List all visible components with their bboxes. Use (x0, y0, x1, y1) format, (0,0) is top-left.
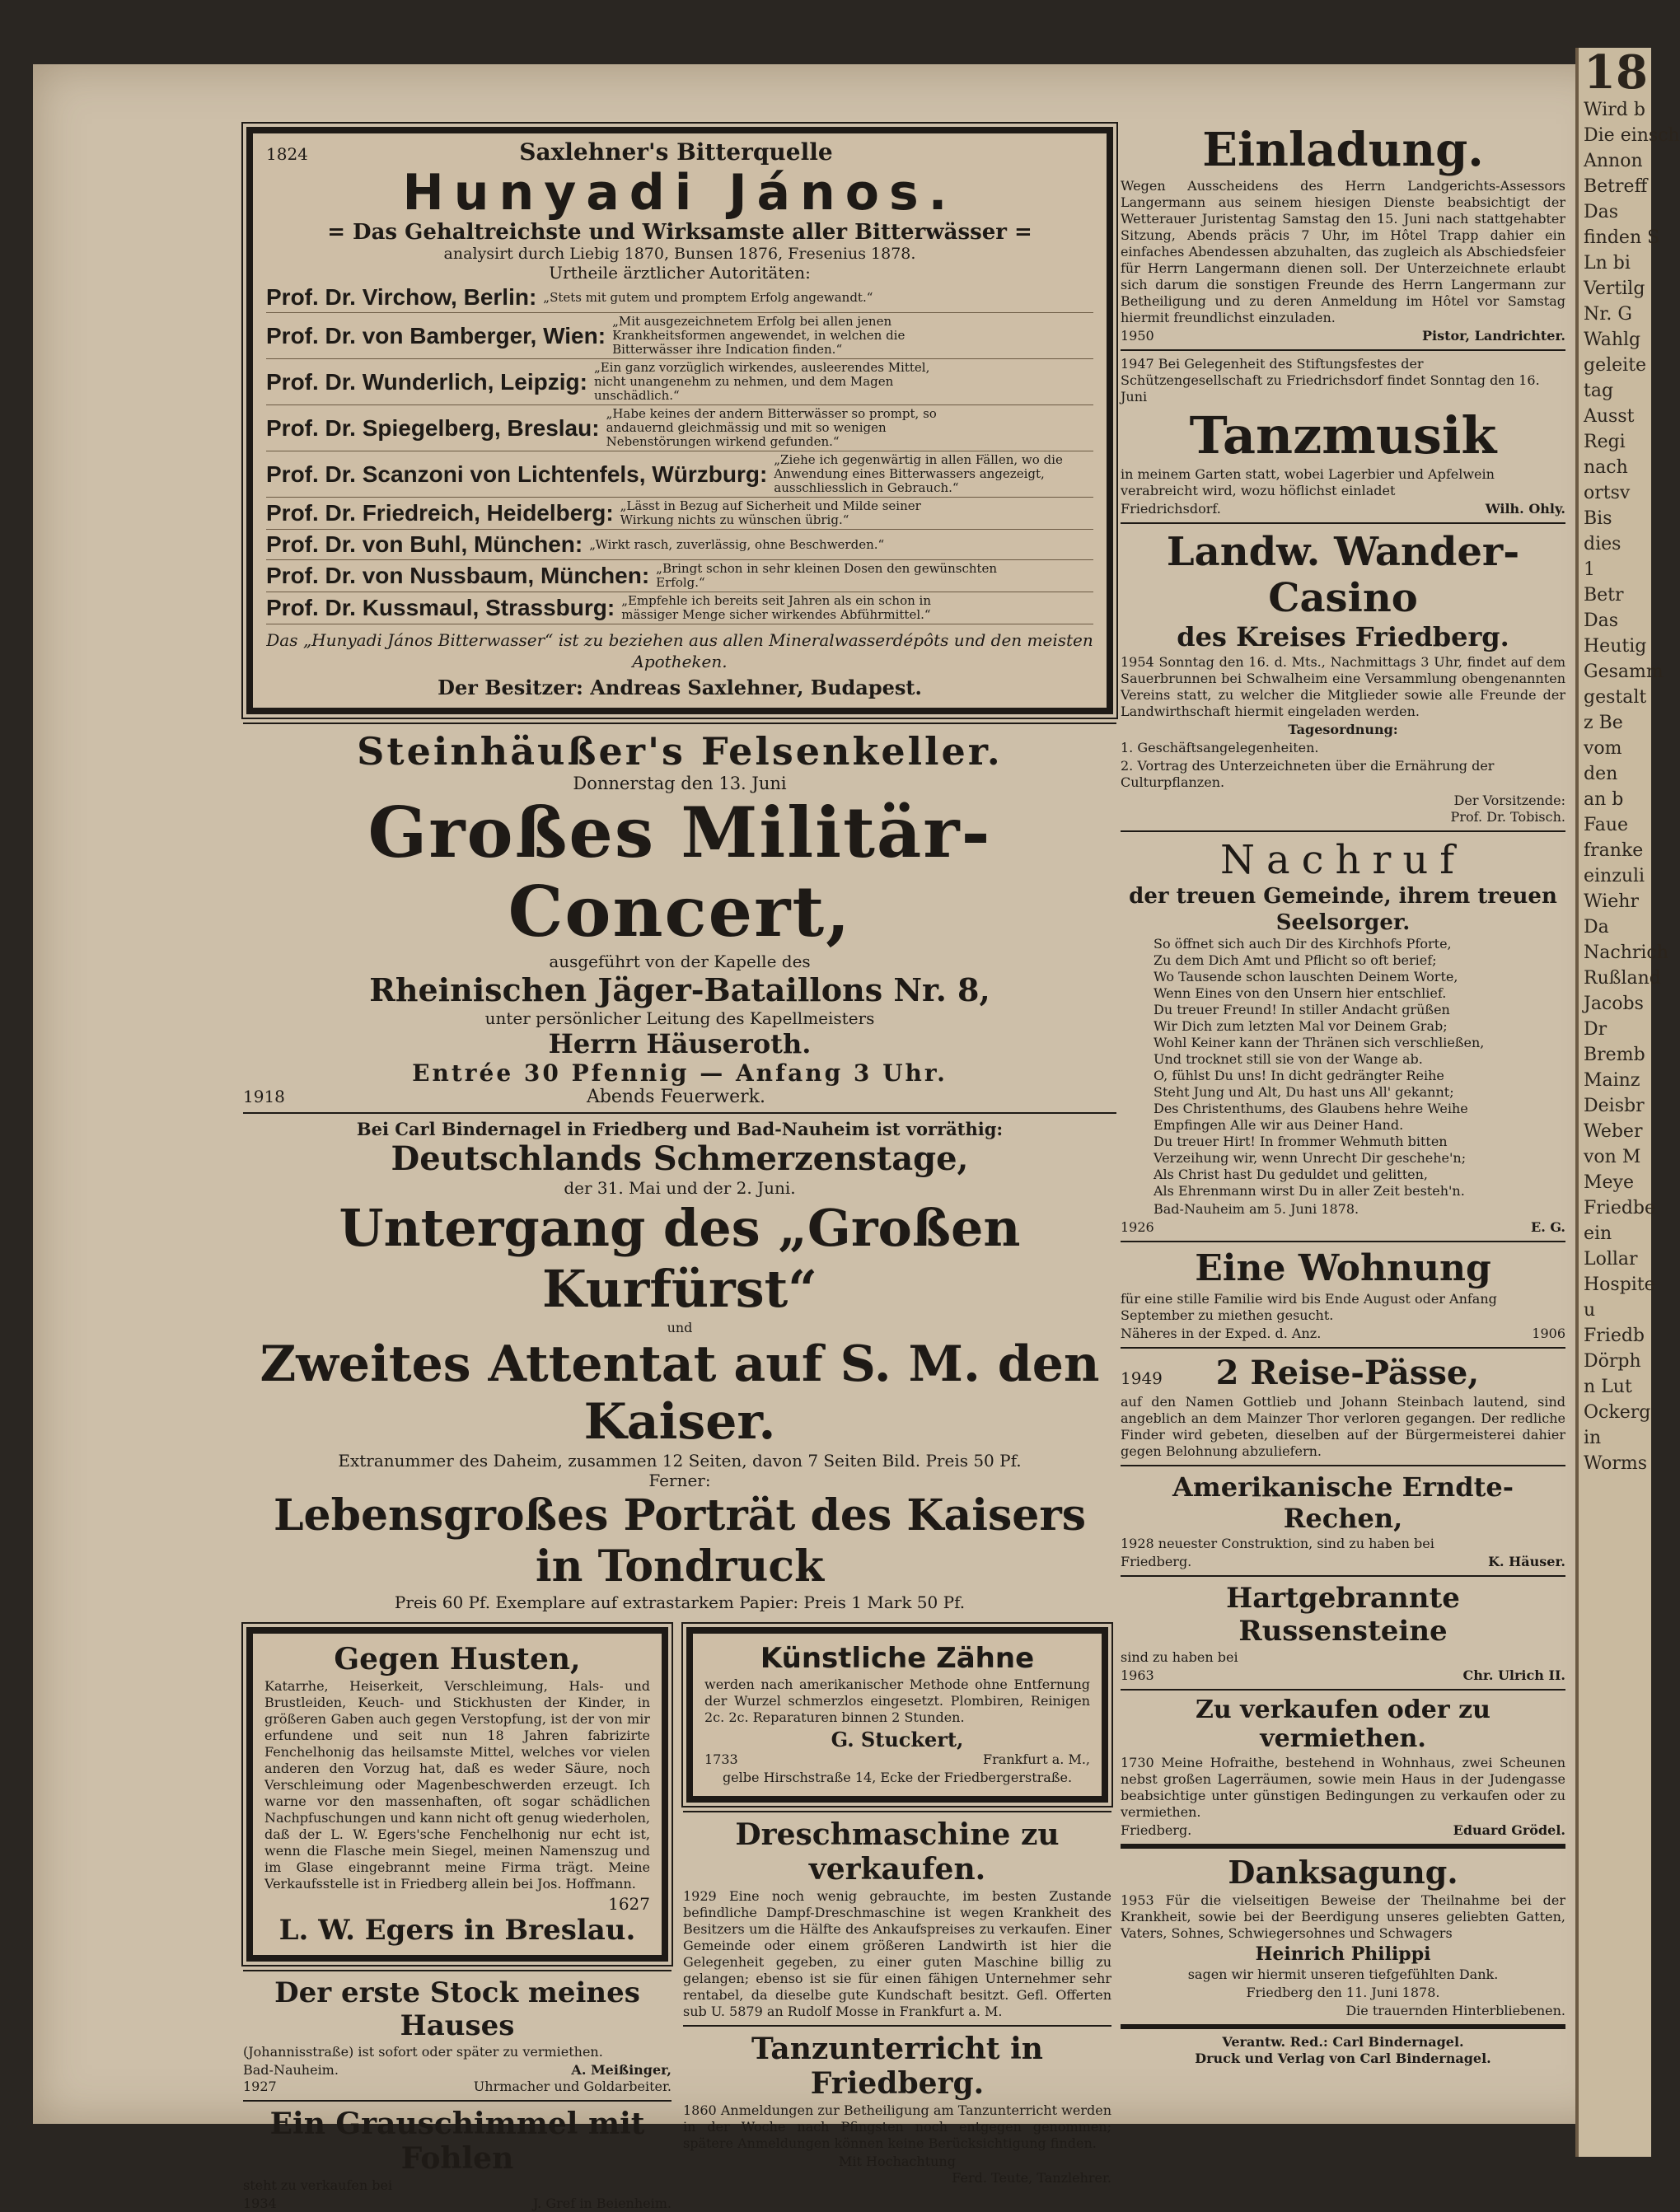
concert-line1: ausgeführt von der Kapelle des (549, 952, 811, 971)
facing-page-fragment: 1 (1584, 559, 1595, 580)
professor-row (266, 530, 1093, 560)
facing-page-fragment: gestalt (1584, 687, 1647, 708)
facing-page-fragment: franke (1584, 840, 1644, 861)
nachruf-signature: E. G. (1531, 1219, 1565, 1235)
facing-page-fragment: Ockerg (1584, 1402, 1651, 1423)
schimmel-number: 1934 (243, 2196, 277, 2211)
facing-page-fragment: Das (1584, 610, 1619, 631)
facing-page-fragment: Da (1584, 917, 1609, 938)
dresch-advert (683, 1817, 1111, 2020)
professor-quote: „Ein ganz vorzüglich wirkendes, ausleerendes Mittel, nicht unangenehm zu nehmen, und dem Magen unschädlich.“ (593, 360, 930, 403)
professor-name: Prof. Dr. Wunderlich, Leipzig: (266, 368, 587, 395)
wohnung-title: Eine Wohnung (1195, 1247, 1491, 1289)
professor-name: Prof. Dr. von Bamberger, Wien: (266, 322, 606, 348)
left-subcolumn (243, 1620, 672, 2212)
professor-quote: „Lässt in Bezug auf Sicherheit und Milde seiner Wirkung nichts zu wünschen übrig.“ (620, 498, 921, 527)
paesse-number: 1949 (1121, 1368, 1163, 1388)
concert-date: Donnerstag den 13. Juni (573, 774, 787, 793)
professor-row (266, 359, 1093, 405)
tanzunterricht-title: Tanzunterricht in Friedberg. (751, 2032, 1043, 2101)
schimmel-advert (243, 2107, 672, 2212)
tanzmusik-place: Friedrichsdorf. (1121, 501, 1221, 517)
facing-page-fragment: ein (1584, 1223, 1612, 1244)
poem-line: Und trocknet still sie von der Wange ab. (1154, 1051, 1423, 1067)
rechen-advert (1121, 1471, 1565, 1570)
book-extra: Extranummer des Daheim, zusammen 12 Seiten, davon 7 Seiten Bild. Preis 50 Pf. (338, 1451, 1022, 1471)
professor-name: Prof. Dr. von Buhl, München: (266, 531, 583, 557)
professor-name: Prof. Dr. Friedreich, Heidelberg: (266, 500, 614, 526)
russen-title: Hartgebrannte Russensteine (1226, 1582, 1460, 1648)
book-title-4: Lebensgroßes Porträt des Kaisers in Tondruck (273, 1490, 1087, 1592)
russen-advert (1121, 1582, 1565, 1684)
professor-quote: „Bringt schon in sehr kleinen Dosen den gewünschten Erfolg.“ (656, 561, 998, 590)
dank-advert (1121, 1854, 1565, 2019)
professor-name: Prof. Dr. Spiegelberg, Breslau: (266, 414, 600, 441)
schimmel-body: steht zu verkaufen bei (243, 2177, 393, 2193)
dank-body: 1953 Für die vielseitigen Beweise der Theilnahme bei der Krankheit, sowie bei der Beerdigung unseres geliebten Gatten, Vaters, Sohnes, Schwiegersohnes und Schwagers (1121, 1892, 1565, 1941)
facing-page-fragment: Ln bi (1584, 253, 1631, 274)
facing-page-fragment: nach (1584, 457, 1628, 478)
poem-line: Wohl Keiner kann der Thränen sich verschließen, (1154, 1035, 1485, 1050)
einladung-advert (1121, 124, 1565, 344)
dresch-body: 1929 Eine noch wenig gebrauchte, im besten Zustande befindliche Dampf-Dreschmaschine ist wegen Krankheit des Besitzers um die Hälfte des Ankaufspreises zu verkaufen. Einer Gemeinde oder einem größeren Landwirth ist hier die Gelegenheit gegeben, zu einer guten Maschine billig zu gelangen; ebenso ist sie für einen fähigen Unternehmer sehr rentabel, da dieselbe gute Kundschaft besitzt. Gefl. Offerten sub U. 5879 an Rudolf Mosse in Frankfurt a. M. (683, 1888, 1111, 2019)
professor-row (266, 498, 1093, 530)
wohnung-ref: Näheres in der Exped. d. Anz. (1121, 1326, 1322, 1341)
professor-row (266, 451, 1093, 498)
facing-page-fragment: Bremb (1584, 1045, 1645, 1065)
facing-page-fragment: Worms (1584, 1453, 1648, 1474)
book-advert (243, 1119, 1116, 1612)
professor-name: Prof. Dr. Kussmaul, Strassburg: (266, 595, 615, 620)
book-title-3: Zweites Attentat auf S. M. den Kaiser. (260, 1335, 1100, 1451)
professor-quote: „Habe keines der andern Bitterwässer so prompt, so andauernd gleichmässig und mit so wenigen Nebenstörungen wirkend gefunden.“ (606, 406, 937, 449)
facing-page-fragment: Ausst (1584, 406, 1635, 427)
facing-page-fragment: Weber (1584, 1121, 1643, 1142)
hunyadi-title: Hunyadi János. (402, 164, 957, 222)
owner-line: Der Besitzer: Andreas Saxlehner, Budapest. (438, 676, 922, 699)
poem-line: Verzeihung wir, wenn Unrecht Dir geschehe'n; (1154, 1150, 1467, 1166)
poem-line: Steht Jung und Alt, Du hast uns All' gekannt; (1154, 1084, 1454, 1100)
husten-signature: L. W. Egers in Breslau. (278, 1914, 636, 1947)
facing-page-fragment: Das (1584, 202, 1619, 222)
professor-row (266, 283, 1093, 313)
professor-name: Prof. Dr. Scanzoni von Lichtenfels, Würzburg: (266, 461, 768, 487)
subhead: Urtheile ärztlicher Autoritäten: (549, 263, 811, 283)
casino-subtitle: des Kreises Friedberg. (1177, 621, 1509, 652)
facing-page-fragment: Mainz (1584, 1070, 1640, 1091)
book-intro: Bei Carl Bindernagel in Friedberg und Bad-Nauheim ist vorräthig: (356, 1119, 1004, 1139)
availability-note: Das „Hunyadi János Bitterwasser“ ist zu beziehen aus allen Mineralwasserdépôts und den meisten Apotheken. (266, 630, 1093, 671)
dank-deceased: Heinrich Philippi (1255, 1943, 1431, 1965)
facing-page-fragment: 18 (1584, 45, 1648, 100)
wohnung-advert (1121, 1247, 1565, 1342)
dank-signature: Die trauernden Hinterbliebenen. (1345, 2003, 1565, 2018)
zaehne-body: werden nach amerikanischer Methode ohne Entfernung der Wurzel schmerzlos eingesetzt. Plombiren, Reinigen 2c. 2c. Reparaturen binnen 2 Stunden. (704, 1677, 1090, 1725)
rechen-body: 1928 neuester Construktion, sind zu haben bei (1121, 1536, 1434, 1551)
stock-name: A. Meißinger, (571, 2062, 672, 2078)
einladung-number: 1950 (1121, 328, 1154, 344)
hofraithe-name: Eduard Grödel. (1453, 1822, 1565, 1838)
poem-line: Als Christ hast Du geduldet und gelitten, (1154, 1167, 1428, 1182)
schimmel-name: J. Gref in Beienheim. (532, 2196, 672, 2211)
facing-page-fragment: Gesamm (1584, 662, 1664, 682)
facing-page-fragment: Nr. G (1584, 304, 1632, 325)
zaehne-address: gelbe Hirschstraße 14, Ecke der Friedbergerstraße. (722, 1770, 1073, 1785)
paesse-title: 2 Reise-Pässe, (1215, 1354, 1480, 1392)
facing-page-fragment: finden S (1584, 227, 1660, 248)
tanzmusik-title: Tanzmusik (1189, 405, 1497, 465)
professor-row (266, 592, 1093, 624)
facing-page-fragment: ortsv (1584, 483, 1631, 503)
casino-advert (1121, 529, 1565, 825)
tanzmusik-intro: 1947 Bei Gelegenheit des Stiftungsfestes der Schützengesellschaft zu Friedrichsdorf findet Sonntag den 16. Juni (1121, 356, 1540, 405)
nachruf-place: Bad-Nauheim am 5. Juni 1878. (1154, 1201, 1359, 1217)
poem-line: Als Ehrenmann wirst Du in aller Zeit besteh'n. (1154, 1183, 1465, 1199)
book-title-1-sub: der 31. Mai und der 2. Juni. (564, 1178, 796, 1198)
rechen-title: Amerikanische Erndte-Rechen, (1172, 1471, 1514, 1534)
tanzunterricht-closing: Mit Hochachtung (839, 2154, 956, 2169)
casino-agenda-2: 2. Vortrag des Unterzeichneten über die Ernährung der Culturpflanzen. (1121, 758, 1495, 790)
tanzunterricht-name: Ferd. Teute, Tanzlehrer. (952, 2170, 1111, 2186)
facing-page-fragment: Nachrich (1584, 942, 1668, 963)
stock-place: Bad-Nauheim. (243, 2062, 339, 2078)
professor-row (266, 405, 1093, 451)
facing-page-fragment: Friedbe (1584, 1198, 1656, 1218)
stock-advert (243, 1976, 672, 2095)
right-subcolumn (683, 1620, 1111, 2212)
facing-page-fragment: Dörph (1584, 1351, 1641, 1372)
concert-number: 1918 (243, 1087, 285, 1106)
facing-page-fragment: Lollar (1584, 1249, 1638, 1270)
zaehne-name: G. Stuckert, (831, 1728, 964, 1751)
concert-conductor: Herrn Häuseroth. (548, 1028, 812, 1059)
poem-line: Empfingen Alle wir aus Deiner Hand. (1154, 1117, 1404, 1133)
paesse-body: auf den Namen Gottlieb und Johann Steinbach lautend, sind angeblich an dem Mainzer Thor verloren gegangen. Der redliche Finder wird gebeten, dieselben auf der Bürgermeisterei dahier gegen Belohnung abzuliefern. (1121, 1394, 1565, 1459)
concert-title: Großes Militär-Concert, (367, 792, 992, 952)
facing-page-fragment: z Be (1584, 713, 1623, 733)
hofraithe-body: 1730 Meine Hofraithe, bestehend in Wohnhaus, zwei Scheunen nebst großen Lagerräumen, sowie mein Haus in der Judengasse beabsichtige unter günstigen Bedingungen zu verkaufen oder zu vermiethen. (1121, 1755, 1565, 1820)
poem-line: Wo Tausende schon lauschten Deinem Worte, (1154, 969, 1458, 984)
husten-advert (246, 1627, 668, 1962)
hofraithe-title: Zu verkaufen oder zu vermiethen. (1196, 1695, 1490, 1753)
stock-number: 1927 (243, 2079, 277, 2094)
professor-quote: „Mit ausgezeichnetem Erfolg bei allen jenen Krankheitsformen angewendet, in welchen die Bitterwässer ihre Indication finden.“ (612, 314, 906, 357)
husten-body: Katarrhe, Heiserkeit, Verschleimung, Hals- und Brustleiden, Keuch- und Stickhusten der Kinder, in größeren Gaben auch gegen Verstopfung, ist der von mir erfundene und seit nun 18 Jahren fabrizirte Fenchelhonig das heilsamste Mittel, welches vor vielen anderen den Vorzug hat, daß es weder Säure, noch Verschleimung oder Magenbeschwerden erzeugt. Ich warne vor den massenhaften, oft sogar schädlichen Nachpfuschungen und kann nicht oft genug wiederholen, daß der L. W. Egers'sche Fenchelhonig nur echt ist, wenn die Flasche mein Siegel, meinen Namenszug und im Glase eingebrannt meine Firma trägt. Meine Verkaufsstelle ist in Friedberg allein bei Jos. Hoffmann. (264, 1678, 650, 1892)
poem-line: Wenn Eines von den Unsern hier entschlief. (1154, 985, 1447, 1001)
facing-page-fragment: Die einsch (1584, 125, 1680, 146)
poem-line: Zu dem Dich Amt und Pflicht so oft berief; (1154, 952, 1437, 968)
right-column (1121, 124, 1565, 2067)
dank-thanks: sagen wir hiermit unseren tiefgefühlten Dank. (1187, 1966, 1499, 1982)
wohnung-number: 1906 (1532, 1326, 1565, 1341)
wohnung-body: für eine stille Familie wird bis Ende August oder Anfang September zu miethen gesucht. (1121, 1291, 1497, 1323)
russen-body: sind zu haben bei (1121, 1649, 1238, 1665)
tanzunterricht-advert (683, 2032, 1111, 2186)
imprint-publisher: Druck und Verlag von Carl Bindernagel. (1195, 2051, 1491, 2066)
casino-title: Landw. Wander-Casino (1166, 529, 1520, 621)
concert-venue: Steinhäußer's Felsenkeller. (357, 729, 1003, 774)
facing-page-fragment: Betr (1584, 585, 1624, 606)
rechen-name: K. Häuser. (1488, 1554, 1565, 1569)
poem-line: So öffnet sich auch Dir des Kirchhofs Pforte, (1154, 936, 1452, 952)
casino-chair: Der Vorsitzende: (1453, 793, 1565, 808)
casino-agenda-title: Tagesordnung: (1288, 722, 1398, 737)
facing-page-fragment: Vertilg (1584, 278, 1645, 299)
poem-line: Du treuer Hirt! In frommer Wehmuth bitten (1154, 1134, 1448, 1149)
professor-list (266, 283, 1093, 624)
facing-page-fragment: in (1584, 1428, 1602, 1448)
poem-line: Du treuer Freund! In stiller Andacht grüßen (1154, 1002, 1450, 1017)
concert-advert (243, 729, 1116, 1107)
facing-page-fragment: Wahlg (1584, 330, 1641, 350)
professor-name: Prof. Dr. von Nussbaum, München: (266, 563, 650, 588)
facing-page-fragment: geleite (1584, 355, 1647, 376)
facing-page-fragment: u (1584, 1300, 1596, 1321)
casino-name: Prof. Dr. Tobisch. (1450, 809, 1565, 825)
paesse-advert (1121, 1354, 1565, 1460)
imprint-editor: Verantw. Red.: Carl Bindernagel. (1222, 2034, 1464, 2050)
zaehne-advert (686, 1627, 1108, 1803)
facing-page-fragment: Jacobs (1584, 994, 1644, 1014)
book-ferner: Ferner: (648, 1471, 711, 1490)
dank-date: Friedberg den 11. Juni 1878. (1246, 1985, 1440, 2000)
hunyadi-advert (246, 127, 1113, 714)
einladung-signature: Pistor, Landrichter. (1421, 328, 1565, 344)
facing-page-fragment: Meye (1584, 1172, 1634, 1193)
facing-page-fragment: von M (1584, 1147, 1641, 1167)
facing-page-fragment: Faue (1584, 815, 1629, 835)
einladung-title: Einladung. (1202, 123, 1484, 177)
facing-page-fragment: Bis (1584, 508, 1612, 529)
facing-page-fragment: Betreff (1584, 176, 1648, 197)
facing-page-fragment: einzuli (1584, 866, 1645, 886)
professor-quote: „Empfehle ich bereits seit Jahren als ein schon in mässiger Menge sicher wirkendes Abführmittel.“ (621, 593, 931, 622)
facing-page-fragment: n Lut (1584, 1377, 1632, 1397)
schimmel-title: Ein Grauschimmel mit Fohlen (269, 2107, 645, 2176)
tanzmusik-body: in meinem Garten statt, wobei Lagerbier und Apfelwein verabreicht wird, wozu höflichst einladet (1121, 466, 1495, 498)
zaehne-title: Künstliche Zähne (760, 1642, 1035, 1675)
concert-band: Rheinischen Jäger-Bataillons Nr. 8, (369, 971, 990, 1008)
hofraithe-place: Friedberg. (1121, 1822, 1192, 1838)
stock-title: Der erste Stock meines Hauses (274, 1976, 640, 2042)
stock-body: (Johannisstraße) ist sofort oder später zu vermiethen. (243, 2044, 603, 2060)
zaehne-number: 1733 (704, 1751, 738, 1767)
poem-line: Des Christenthums, des Glaubens hehre Weihe (1154, 1101, 1468, 1116)
facing-page-fragment: Rußland (1584, 968, 1661, 989)
facing-page-fragment: Hospite (1584, 1274, 1655, 1295)
tanzunterricht-body: 1860 Anmeldungen zur Betheiligung am Tanzunterricht werden in der Woche nach Pfingsten noch entgegen genommen; spätere Anmeldungen können keine Berücksichtigung finden. (683, 2102, 1111, 2151)
poem-line: O, fühlst Du uns! In dicht gedrängter Reihe (1154, 1068, 1444, 1083)
facing-page-fragment: tag (1584, 381, 1614, 401)
nachruf-subtitle: der treuen Gemeinde, ihrem treuen Seelsorger. (1129, 884, 1557, 935)
russen-number: 1963 (1121, 1667, 1154, 1683)
husten-number: 1627 (608, 1894, 650, 1914)
book-and: und (667, 1320, 693, 1335)
tagline: = Das Gehaltreichste und Wirksamste aller Bitterwässer = (327, 220, 1032, 245)
husten-title: Gegen Husten, (334, 1642, 581, 1677)
tanzmusik-advert (1121, 356, 1565, 517)
professor-row (266, 560, 1093, 592)
casino-body: 1954 Sonntag den 16. d. Mts., Nachmittags 3 Uhr, findet auf dem Sauerbrunnen bei Schwalheim eine Versammlung obengenannten Vereins statt, zu welcher die Mitglieder sowie alle Freunde der Landwirthschaft hiermit eingeladen werden. (1121, 654, 1565, 719)
facing-page-fragment: Regi (1584, 432, 1626, 452)
nachruf-title: Nachruf (1219, 837, 1467, 883)
facing-page-fragment: Dr (1584, 1019, 1607, 1040)
facing-page-edge (1575, 45, 1680, 2157)
casino-agenda-1: 1. Geschäftsangelegenheiten. (1121, 740, 1319, 755)
professor-quote: „Stets mit gutem und promptem Erfolg angewandt.“ (543, 289, 873, 305)
facing-page-fragment: Wird b (1584, 100, 1645, 120)
facing-page-fragment: Heutig (1584, 636, 1647, 657)
tanzmusik-name: Wilh. Ohly. (1485, 501, 1565, 517)
rechen-place: Friedberg. (1121, 1554, 1192, 1569)
analysis-line: analysirt durch Liebig 1870, Bunsen 1876, Fresenius 1878. (443, 245, 916, 263)
professor-quote: „Ziehe ich gegenwärtig in allen Fällen, wo die Anwendung eines Bitterwassers angezeigt, ausschliesslich in Gebrauch.“ (774, 452, 1063, 495)
zaehne-city: Frankfurt a. M., (983, 1751, 1090, 1767)
facing-page-fragment: Annon (1584, 151, 1643, 171)
hofraithe-advert (1121, 1695, 1565, 1839)
nachruf-number: 1926 (1121, 1219, 1154, 1235)
left-column (243, 124, 1116, 2212)
book-price: Preis 60 Pf. Exemplare auf extrastarkem Papier: Preis 1 Mark 50 Pf. (394, 1592, 966, 1612)
professor-row (266, 313, 1093, 359)
facing-page-fragment: Wiehr (1584, 891, 1639, 912)
nachruf-poem (1121, 936, 1565, 1200)
einladung-body: Wegen Ausscheidens des Herrn Landgerichts-Assessors Langermann aus seinem hiesigen Dienste beabsichtigt der Wetterauer Juristentag Samstag den 15. Juni nach stattgehabter Sitzung, Abends präcis 7 Uhr, im Hôtel Trapp dahier ein einfaches Abendessen abzuhalten, das zugleich als Abschiedsfeier für Herrn Langermann dienen soll. Der Unterzeichnete erlaubt sich darum die sonstigen Freunde des Herrn Langermann zur Betheiligung und zu deren Anmeldung im Hôtel vor Samstag hiermit freundlichst einzuladen. (1121, 178, 1565, 325)
dank-title: Danksagung. (1228, 1854, 1458, 1891)
book-title-1: Deutschlands Schmerzenstage, (391, 1139, 969, 1178)
ad-number: 1824 (266, 144, 308, 164)
professor-name: Prof. Dr. Virchow, Berlin: (266, 284, 537, 310)
dresch-title: Dreschmaschine zu verkaufen. (735, 1817, 1060, 1887)
russen-name: Chr. Ulrich II. (1462, 1667, 1565, 1683)
stock-trade: Uhrmacher und Goldarbeiter. (473, 2079, 672, 2094)
nachruf-advert (1121, 837, 1565, 1236)
facing-page-fragment: Deisbr (1584, 1096, 1645, 1116)
concert-entry: Entrée 30 Pfennig — Anfang 3 Uhr. (412, 1059, 948, 1087)
professor-quote: „Wirkt rasch, zuverlässig, ohne Beschwerden.“ (589, 536, 885, 552)
poem-line: Wir Dich zum letzten Mal vor Deinem Grab; (1154, 1018, 1448, 1034)
concert-line2: unter persönlicher Leitung des Kapellmeisters (484, 1008, 875, 1028)
facing-page-fragment: den (1584, 764, 1618, 784)
facing-page-fragment: vom (1584, 738, 1622, 759)
facing-page-fragment: an b (1584, 789, 1624, 810)
facing-page-fragment: Friedb (1584, 1326, 1645, 1346)
facing-page-fragment: dies (1584, 534, 1622, 554)
brand-line: Saxlehner's Bitterquelle (519, 138, 833, 166)
imprint (1121, 2034, 1565, 2067)
book-title-2: Untergang des „Großen Kurfürst“ (339, 1198, 1021, 1319)
concert-evening: Abends Feuerwerk. (586, 1087, 765, 1107)
